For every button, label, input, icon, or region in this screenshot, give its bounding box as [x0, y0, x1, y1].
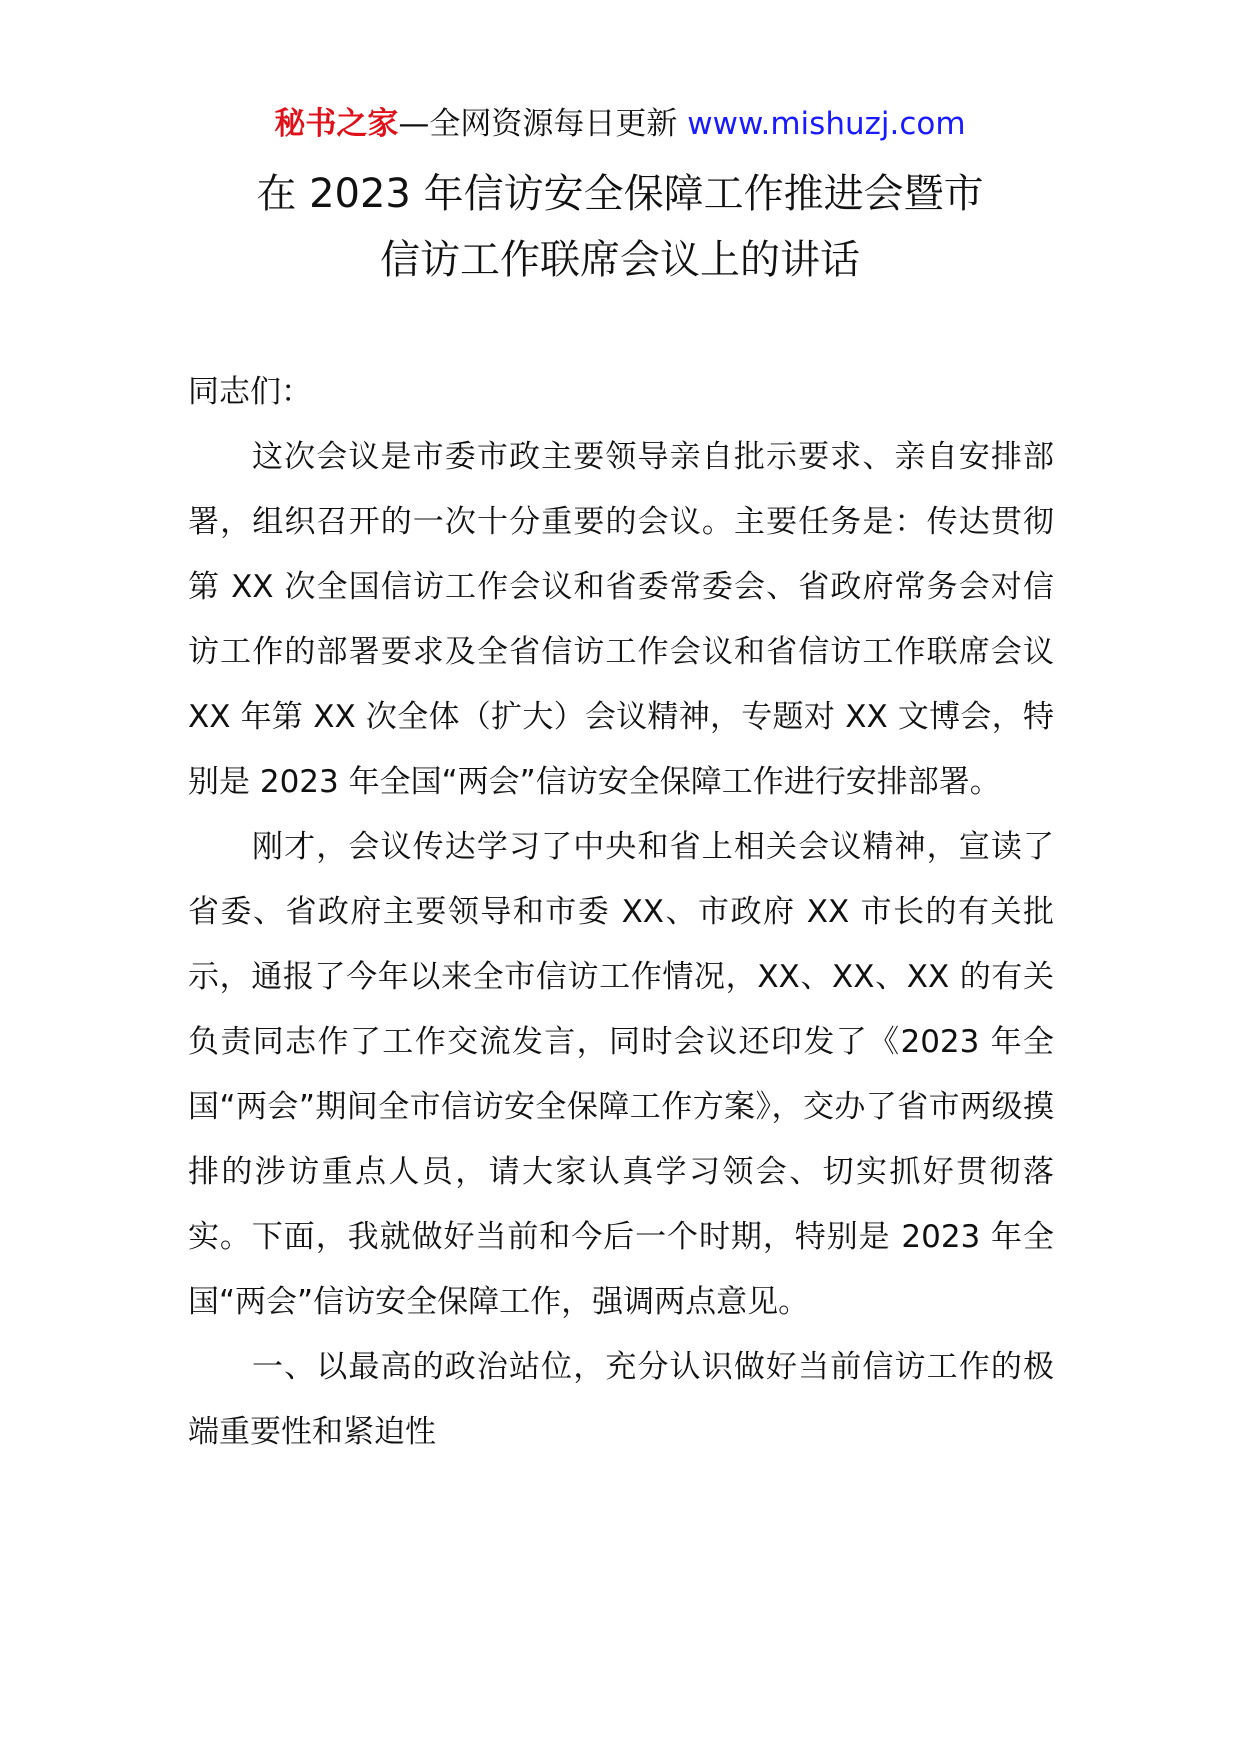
section-heading-1: 一、以最高的政治站位，充分认识做好当前信访工作的极端重要性和紧迫性	[188, 1349, 1054, 1450]
header-brand: 秘书之家	[274, 106, 399, 142]
paragraph-1: 这次会议是市委市政主要领导亲自批示要求、亲自安排部署，组织召开的一次十分重要的会议。主要任务是：传达贯彻第 XX 次全国信访工作会议和省委常委会、省政府常务会对信访工作的部署要求及全省信访工作会议和省信访工作联席会议 XX 年第 XX 次全体（扩大）会议精神，专题对 XX 文博会，特别是 2023 年全国“两会”信访安全保障工作进行安排部署。	[188, 439, 1054, 800]
salutation: 同志们：	[188, 374, 312, 410]
document-title-line-1: 在 2023 年信访安全保障工作推进会暨市	[256, 171, 984, 217]
watermark-header	[0, 102, 1240, 146]
header-tagline: —全网资源每日更新	[398, 106, 688, 142]
paragraph-2: 刚才，会议传达学习了中央和省上相关会议精神，宣读了省委、省政府主要领导和市委 XX、市政府 XX 市长的有关批示，通报了今年以来全市信访工作情况，XX、XX、XX 的有关负责同志作了工作交流发言，同时会议还印发了《2023 年全国“两会”期间全市信访安全保障工作方案》，交办了省市两级摸排的涉访重点人员，请大家认真学习领会、切实抓好贯彻落实。下面，我就做好当前和今后一个时期，特别是 2023 年全国“两会”信访安全保障工作，强调两点意见。	[188, 829, 1054, 1320]
header-url-link[interactable]: www.mishuzj.com	[687, 106, 966, 142]
document-title-line-2: 信访工作联席会议上的讲话	[380, 237, 860, 283]
document-body	[188, 360, 1054, 1465]
